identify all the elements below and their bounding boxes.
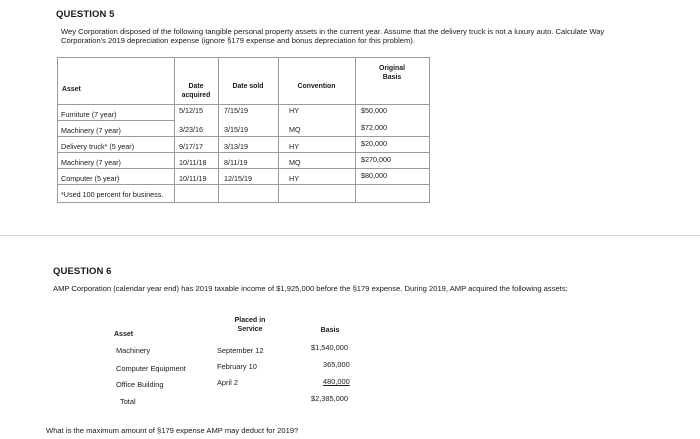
header-date-sold: Date sold [232, 83, 264, 90]
header-date-acquired-line1: Date [188, 83, 204, 90]
q6-header-basis: Basis [320, 327, 340, 334]
row-line [58, 184, 429, 185]
row-2-basis: $72,000 [361, 123, 387, 132]
header-asset: Asset [62, 86, 81, 93]
row-line [58, 168, 429, 169]
header-date-acquired-line2: acquired [181, 92, 211, 99]
q6-row-2-basis: 365,000 [323, 360, 350, 369]
table-column-divider [278, 58, 279, 202]
row-5-asset: Computer (5 year) [61, 174, 120, 183]
row-3-asset: Delivery truck* (5 year) [61, 142, 135, 151]
q6-row-total-basis: $2,385,000 [311, 394, 348, 403]
section-divider [0, 235, 700, 236]
row-3-convention: HY [289, 142, 299, 151]
row-1-sold: 7/15/19 [224, 106, 248, 115]
row-4-acquired: 10/11/18 [179, 158, 207, 167]
row-line [58, 152, 429, 153]
q6-row-1-asset: Machinery [116, 346, 151, 355]
row-1-convention: HY [289, 106, 299, 115]
row-5-basis: $80,000 [361, 171, 387, 180]
row-4-sold: 8/11/19 [224, 158, 248, 167]
row-5-acquired: 10/11/19 [179, 174, 207, 183]
row-1-basis: $50,000 [361, 106, 387, 115]
row-2-convention: MQ [289, 125, 301, 134]
row-5-convention: HY [289, 174, 299, 183]
row-2-acquired: 3/23/16 [179, 125, 203, 134]
header-basis-line1: Original [378, 65, 406, 72]
q6-row-1-placed: September 12 [217, 346, 264, 355]
question-5-label: QUESTION 5 [56, 9, 115, 20]
row-5-sold: 12/15/19 [224, 174, 252, 183]
q6-row-3-basis: 480,000 [323, 377, 350, 386]
header-convention: Convention [297, 83, 336, 90]
table-column-divider [218, 58, 219, 202]
row-2-sold: 3/15/19 [224, 125, 248, 134]
q6-row-3-placed: April 2 [217, 378, 238, 387]
question-5-text-line2: Corporation's 2019 depreciation expense (ignore §179 expense and bonus depreciation for this problem). [61, 36, 415, 45]
q6-row-2-asset: Computer Equipment [116, 364, 186, 373]
question-5-footnote: *Used 100 percent for business. [61, 190, 164, 199]
row-4-asset: Machinery (7 year) [61, 158, 121, 167]
q6-row-total-asset: Total [120, 397, 136, 406]
question-5-asset-table [57, 57, 430, 203]
table-header-divider [58, 104, 429, 105]
table-column-divider [174, 58, 175, 202]
q6-row-1-basis: $1,540,000 [311, 343, 348, 352]
row-line [58, 120, 174, 121]
row-1-acquired: 5/12/15 [179, 106, 203, 115]
row-3-basis: $20,000 [361, 139, 387, 148]
row-2-asset: Machinery (7 year) [61, 126, 121, 135]
question-6-label: QUESTION 6 [53, 266, 112, 277]
row-3-acquired: 9/17/17 [179, 142, 203, 151]
question-6-text: AMP Corporation (calendar year end) has 2019 taxable income of $1,925,000 before the §179 expense. During 2019, AMP acquired the following assets: [53, 284, 568, 293]
question-5-text-line1: Wey Corporation disposed of the following tangible personal property assets in the current year. Assume that the delivery truck is not a luxury auto. Calculate Way [61, 27, 605, 36]
q6-header-asset: Asset [114, 331, 134, 338]
row-1-asset: Furniture (7 year) [61, 110, 117, 119]
row-3-sold: 3/13/19 [224, 142, 248, 151]
row-4-basis: $270,000 [361, 155, 391, 164]
row-4-convention: MQ [289, 158, 301, 167]
question-6-prompt: What is the maximum amount of §179 expense AMP may deduct for 2019? [46, 426, 299, 435]
header-basis-line2: Basis [382, 74, 402, 81]
q6-row-3-asset: Office Building [116, 380, 164, 389]
row-line [58, 136, 429, 137]
q6-header-placed-line2: Service [237, 326, 263, 333]
q6-row-2-placed: February 10 [217, 362, 257, 371]
q6-header-placed-line1: Placed in [234, 317, 266, 324]
